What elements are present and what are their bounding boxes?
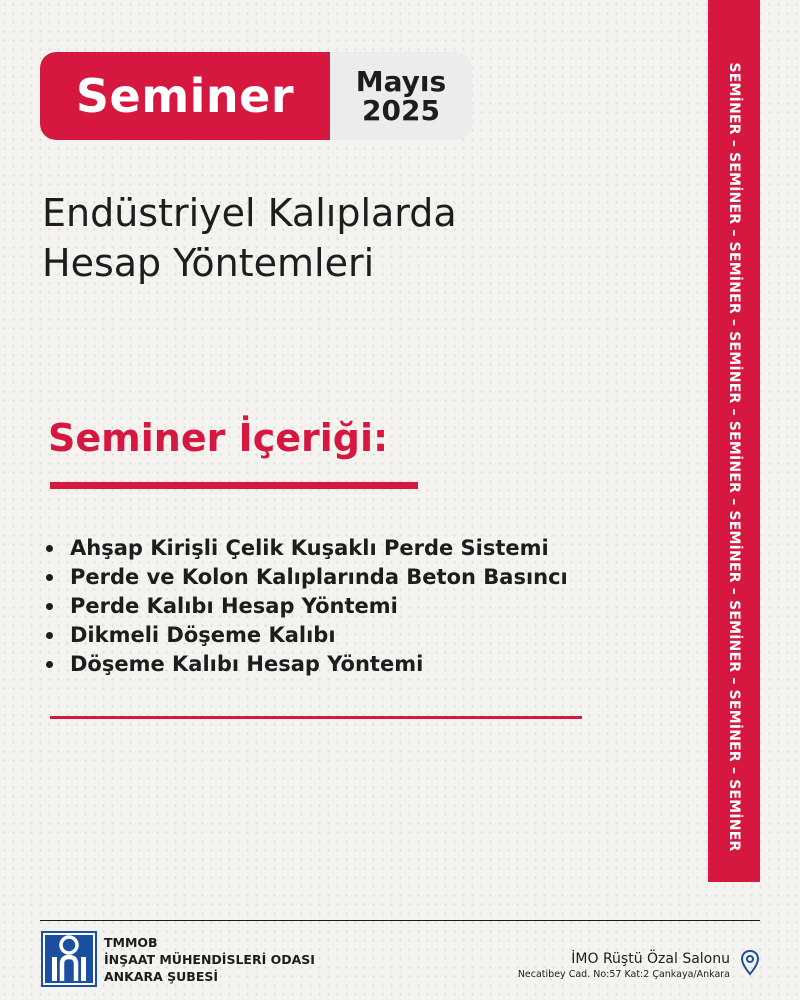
org-line-1: TMMOB: [104, 935, 158, 950]
imo-logo-icon: [41, 931, 97, 987]
seminar-title-line1: Endüstriyel Kalıplarda: [42, 191, 457, 235]
topic-list: [44, 534, 568, 679]
list-item-label: Döşeme Kalıbı Hesap Yöntemi: [70, 652, 424, 676]
bullet-icon: [46, 545, 53, 552]
list-item: [44, 563, 568, 592]
list-item: [44, 592, 568, 621]
content-heading: Seminer İçeriği:: [48, 416, 389, 460]
bullet-icon: [46, 632, 53, 639]
date-badge: [330, 52, 472, 140]
seminer-badge: [40, 52, 330, 140]
bullet-icon: [46, 661, 53, 668]
date-month: Mayıs: [355, 64, 447, 98]
bullet-icon: [46, 574, 53, 581]
footer-divider: [40, 920, 760, 921]
list-item-label: Perde Kalıbı Hesap Yöntemi: [70, 594, 398, 618]
organization-name: [104, 934, 315, 985]
list-item-label: Dikmeli Döşeme Kalıbı: [70, 623, 336, 647]
bullet-icon: [46, 603, 53, 610]
side-band: [708, 0, 760, 882]
heading-divider: [50, 482, 418, 489]
org-line-2: İNŞAAT MÜHENDİSLERİ ODASI: [104, 952, 315, 967]
side-band-text: SEMİNER – SEMİNER – SEMİNER – SEMİNER – SEMİNER – SEMİNER – SEMİNER – SEMİNER – SEMİNER: [726, 62, 742, 852]
seminar-title-line2: Hesap Yöntemleri: [42, 241, 375, 285]
seminer-date-badge: [40, 52, 472, 140]
venue-info: [518, 950, 730, 982]
venue-address: Necatibey Cad. No:57 Kat:2 Çankaya/Ankara: [517, 969, 730, 980]
org-line-3: ANKARA ŞUBESİ: [104, 969, 219, 984]
venue-name: İMO Rüştü Özal Salonu: [571, 951, 730, 967]
seminer-badge-label: Seminer: [75, 69, 295, 123]
list-item: [44, 621, 568, 650]
list-item: [44, 534, 568, 563]
seminar-title: [42, 188, 642, 288]
location-pin-icon: [740, 949, 760, 977]
list-item-label: Ahşap Kirişli Çelik Kuşaklı Perde Sistemi: [70, 536, 549, 560]
list-item: [44, 650, 568, 679]
list-item-label: Perde ve Kolon Kalıplarında Beton Basıncı: [70, 565, 568, 589]
date-year: 2025: [362, 94, 440, 127]
list-divider: [50, 716, 582, 719]
